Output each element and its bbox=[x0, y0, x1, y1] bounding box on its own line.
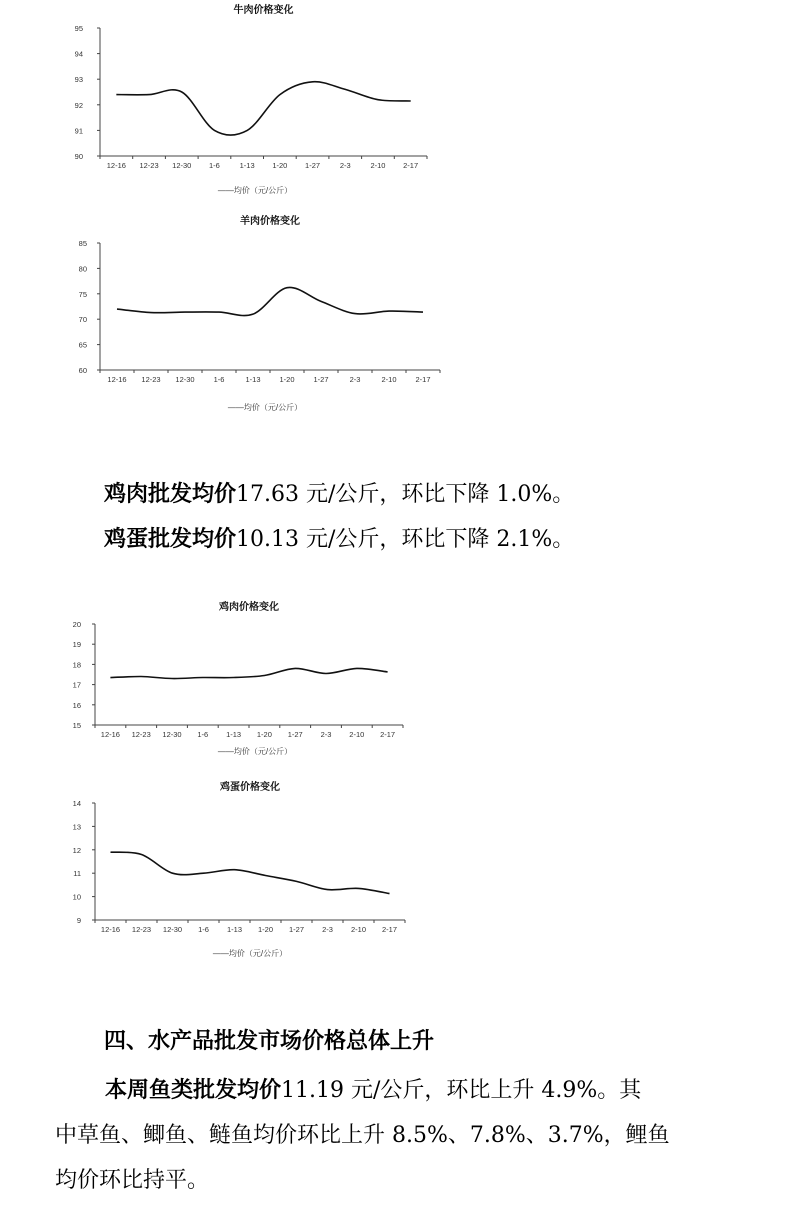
x-tick-label: 2-3 bbox=[320, 730, 332, 739]
x-tick-label: 12-16 bbox=[100, 730, 120, 739]
x-tick-label: 12-30 bbox=[162, 730, 182, 739]
chicken-price-chart-svg bbox=[55, 596, 415, 766]
x-tick-label: 2-17 bbox=[403, 161, 419, 170]
x-tick-label: 2-3 bbox=[349, 375, 361, 384]
chart-title: 鸡蛋价格变化 bbox=[220, 782, 280, 793]
x-tick-label: 12-23 bbox=[131, 925, 152, 934]
y-tick-label: 18 bbox=[72, 660, 81, 670]
y-tick-label: 70 bbox=[78, 315, 87, 325]
beef-price-chart-svg bbox=[55, 0, 435, 200]
x-tick-label: 12-23 bbox=[131, 730, 151, 739]
x-tick-label: 12-23 bbox=[141, 375, 161, 384]
chart-legend: ——均价（元/公斤） bbox=[212, 949, 288, 958]
fish-price-text-1: 11.19 元/公斤，环比上升 4.9%。其 bbox=[281, 1078, 642, 1103]
chicken-price-label: 鸡肉批发均价 bbox=[104, 481, 237, 507]
y-tick-label: 95 bbox=[74, 24, 83, 33]
y-tick-label: 93 bbox=[74, 75, 83, 85]
y-tick-label: 91 bbox=[74, 126, 83, 136]
x-tick-label: 12-16 bbox=[107, 375, 127, 384]
price-series-line bbox=[117, 287, 423, 315]
egg-price-text: 10.13 元/公斤，环比下降 2.1%。 bbox=[236, 527, 575, 552]
y-tick-label: 92 bbox=[74, 100, 83, 110]
chicken-price-text: 17.63 元/公斤，环比下降 1.0%。 bbox=[236, 482, 575, 507]
x-tick-label: 2-17 bbox=[381, 925, 398, 934]
chart-title: 鸡肉价格变化 bbox=[219, 602, 279, 613]
fish-line-1 bbox=[55, 1068, 755, 1113]
x-tick-label: 2-10 bbox=[370, 161, 386, 170]
x-tick-label: 12-23 bbox=[139, 161, 159, 170]
y-tick-label: 9 bbox=[76, 916, 81, 925]
x-tick-label: 2-3 bbox=[339, 161, 351, 170]
x-tick-label: 2-17 bbox=[380, 730, 396, 739]
x-tick-label: 2-3 bbox=[322, 925, 333, 934]
fish-line-2: 中草鱼、鲫鱼、鲢鱼均价环比上升 8.5%、7.8%、3.7%，鲤鱼 bbox=[55, 1123, 670, 1148]
chart-legend: ——均价（元/公斤） bbox=[217, 186, 293, 195]
price-series-line bbox=[110, 668, 387, 678]
x-tick-label: 1-20 bbox=[279, 375, 295, 384]
y-tick-label: 85 bbox=[78, 239, 87, 248]
chart-legend: ——均价（元/公斤） bbox=[227, 403, 303, 412]
fish-line-3: 均价环比持平。 bbox=[55, 1168, 210, 1193]
x-tick-label: 1-6 bbox=[197, 730, 209, 739]
y-tick-label: 94 bbox=[74, 49, 83, 59]
price-series-line bbox=[111, 852, 390, 893]
x-tick-label: 1-6 bbox=[198, 925, 209, 934]
x-tick-label: 1-20 bbox=[256, 730, 272, 739]
y-tick-label: 16 bbox=[72, 700, 81, 710]
x-tick-label: 1-13 bbox=[226, 925, 243, 934]
chicken-price-chart bbox=[55, 596, 415, 766]
y-tick-label: 90 bbox=[74, 152, 83, 161]
x-tick-label: 2-17 bbox=[415, 375, 431, 384]
x-tick-label: 12-30 bbox=[162, 925, 183, 934]
y-tick-label: 75 bbox=[78, 289, 87, 299]
x-tick-label: 12-16 bbox=[100, 925, 121, 934]
x-tick-label: 2-10 bbox=[350, 925, 367, 934]
x-tick-label: 1-13 bbox=[239, 161, 255, 170]
mutton-price-chart-svg bbox=[55, 210, 445, 420]
egg-price-chart bbox=[55, 776, 415, 966]
y-tick-label: 80 bbox=[78, 264, 87, 274]
y-tick-label: 17 bbox=[72, 680, 81, 690]
x-tick-label: 2-10 bbox=[349, 730, 365, 739]
x-tick-label: 1-13 bbox=[226, 730, 242, 739]
y-tick-label: 20 bbox=[72, 620, 81, 629]
x-tick-label: 1-27 bbox=[313, 375, 329, 384]
mutton-price-chart bbox=[55, 210, 445, 420]
y-tick-label: 12 bbox=[72, 845, 81, 855]
y-tick-label: 60 bbox=[78, 366, 87, 375]
fish-price-paragraph bbox=[55, 1068, 755, 1203]
fish-price-label: 本周鱼类批发均价 bbox=[105, 1077, 282, 1103]
x-tick-label: 1-27 bbox=[305, 161, 321, 170]
x-tick-label: 2-10 bbox=[381, 375, 397, 384]
x-tick-label: 1-20 bbox=[257, 925, 274, 934]
x-tick-label: 12-30 bbox=[172, 161, 192, 170]
y-tick-label: 14 bbox=[72, 799, 81, 808]
y-tick-label: 19 bbox=[72, 640, 81, 650]
y-tick-label: 10 bbox=[72, 892, 81, 902]
egg-price-chart-svg bbox=[55, 776, 415, 966]
chart-title: 牛肉价格变化 bbox=[233, 5, 294, 16]
x-tick-label: 1-27 bbox=[287, 730, 303, 739]
price-series-line bbox=[116, 82, 410, 135]
x-tick-label: 1-13 bbox=[245, 375, 261, 384]
chart-legend: ——均价（元/公斤） bbox=[217, 747, 293, 756]
y-tick-label: 11 bbox=[73, 869, 81, 879]
chicken-price-paragraph bbox=[104, 472, 574, 517]
egg-price-label: 鸡蛋批发均价 bbox=[104, 526, 237, 552]
x-tick-label: 1-27 bbox=[288, 925, 305, 934]
chart-title: 羊肉价格变化 bbox=[240, 216, 300, 227]
y-tick-label: 13 bbox=[72, 822, 81, 832]
egg-price-paragraph bbox=[104, 517, 574, 562]
y-tick-label: 65 bbox=[78, 340, 87, 350]
x-tick-label: 12-16 bbox=[106, 161, 126, 170]
x-tick-label: 1-6 bbox=[209, 161, 220, 170]
beef-price-chart bbox=[55, 0, 435, 200]
section-heading: 四、水产品批发市场价格总体上升 bbox=[104, 1029, 435, 1054]
x-tick-label: 1-6 bbox=[213, 375, 225, 384]
y-tick-label: 15 bbox=[72, 721, 81, 730]
x-tick-label: 12-30 bbox=[175, 375, 195, 384]
x-tick-label: 1-20 bbox=[272, 161, 288, 170]
